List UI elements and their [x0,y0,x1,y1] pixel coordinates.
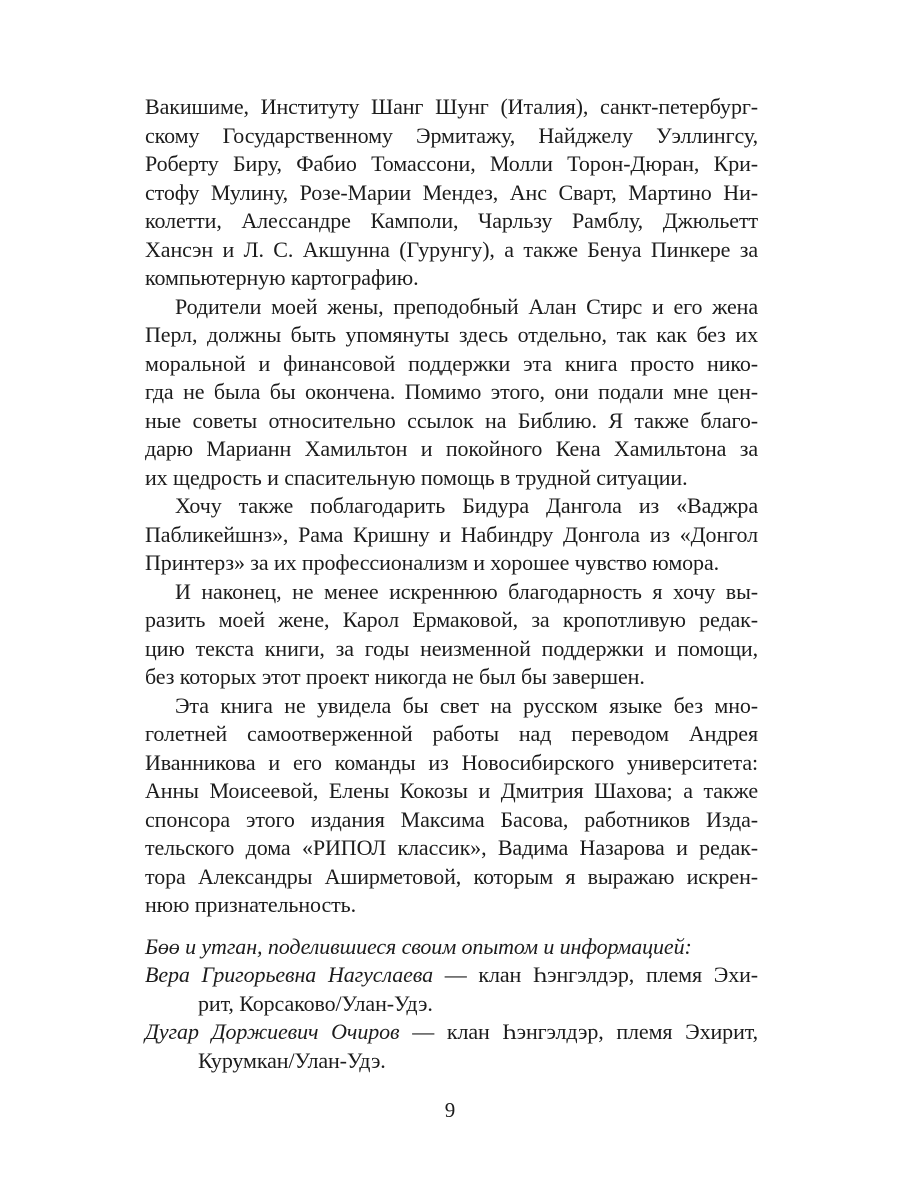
text-line: разить моей жене, Карол Ермаковой, за кропотливую редак- [145,607,758,632]
text-line: колетти, Алессандре Камполи, Чарльзу Рамблу, Джюльетт [145,208,758,233]
text-line: Хочу также поблагодарить Бидура Дангола из «Ваджра [175,493,758,518]
text-line: Принтерз» за их профессионализм и хорошее чувство юмора. [145,550,720,575]
text-line: цию текста книги, за годы неизменной поддержки и помощи, [145,635,758,661]
text-line: Эта книга не увидела бы свет на русском языке без мно- [175,692,758,718]
text-line: Роберту Биру, Фабио Томассони, Молли Торон-Дюран, Кри- [145,151,758,176]
contributor-entry-line [145,961,758,990]
text-line: гда не была бы окончена. Помимо этого, они подали мне цен- [145,379,758,404]
text-line: голетней самоотверженной работы над переводом Андрея [145,721,758,746]
acknowledgments-text [145,93,758,1075]
body-paragraphs [145,93,758,920]
contributors-entries [145,961,758,1075]
contributor-entry-continuation: рит, Корсаково/Улан-Удэ. [198,990,433,1016]
text-line: Родители моей жены, преподобный Алан Стирс и его жена [175,293,758,319]
contributor-description: — клан Һэнгэлдэр, племя Эхирит, [412,1019,759,1044]
text-line: стофу Мулину, Розе-Марии Мендез, Анс Сварт, Мартино Ни- [145,179,758,205]
contributor-entry-line [145,1018,758,1047]
text-line: дарю Марианн Хамильтон и покойного Кена Хамильтона за [145,436,758,461]
text-line: ные советы относительно ссылок на Библию. Я также благо- [145,407,758,433]
text-line: их щедрость и спасительную помощь в трудной ситуации. [145,464,688,490]
contributor-name: Дугар Доржиевич Очиров [145,1019,413,1044]
text-line: без которых этот проект никогда не был бы завершен. [145,664,645,689]
text-line: моральной и финансовой поддержки эта книга просто нико- [145,350,758,376]
text-line: Пабликейшнз», Рама Кришну и Набиндру Донгола из «Донгол [145,521,758,547]
text-line: Перл, должны быть упомянуты здесь отдельно, так как без их [145,322,758,347]
text-line: Иванникова и его команды из Новосибирского университета: [145,749,758,775]
text-line: Хансэн и Л. С. Акшунна (Гурунгу), а также Бенуа Пинкере за [145,236,758,262]
text-line: тельского дома «РИПОЛ классик», Вадима Назарова и редак- [145,835,758,860]
contributors-section [145,933,758,1076]
text-line: нюю признательность. [145,892,356,917]
text-line: скому Государственному Эрмитажу, Найджелу Уэллингсу, [145,122,758,148]
contributor-description: — клан Һэнгэлдэр, племя Эхи- [444,962,758,987]
text-line: Анны Моисеевой, Елены Кокозы и Дмитрия Шахова; а также [145,778,758,803]
page-number: 9 [444,1098,456,1122]
page-footer [0,1098,900,1123]
contributor-name: Вера Григорьевна Нагуслаева [145,962,445,987]
text-line: спонсора этого издания Максима Басова, работников Изда- [145,806,758,832]
contributors-heading: Бөө и утган, поделившиеся своим опытом и информацией: [145,933,692,959]
text-line: компьютерную картографию. [145,265,419,290]
text-line: тора Александры Аширметовой, которым я выражаю искрен- [145,863,758,889]
text-line: Вакишиме, Институту Шанг Шунг (Италия), санкт-петербург- [145,94,758,119]
text-line: И наконец, не менее искреннюю благодарность я хочу вы- [175,578,758,604]
contributor-entry-continuation: Курумкан/Улан-Удэ. [198,1047,386,1073]
